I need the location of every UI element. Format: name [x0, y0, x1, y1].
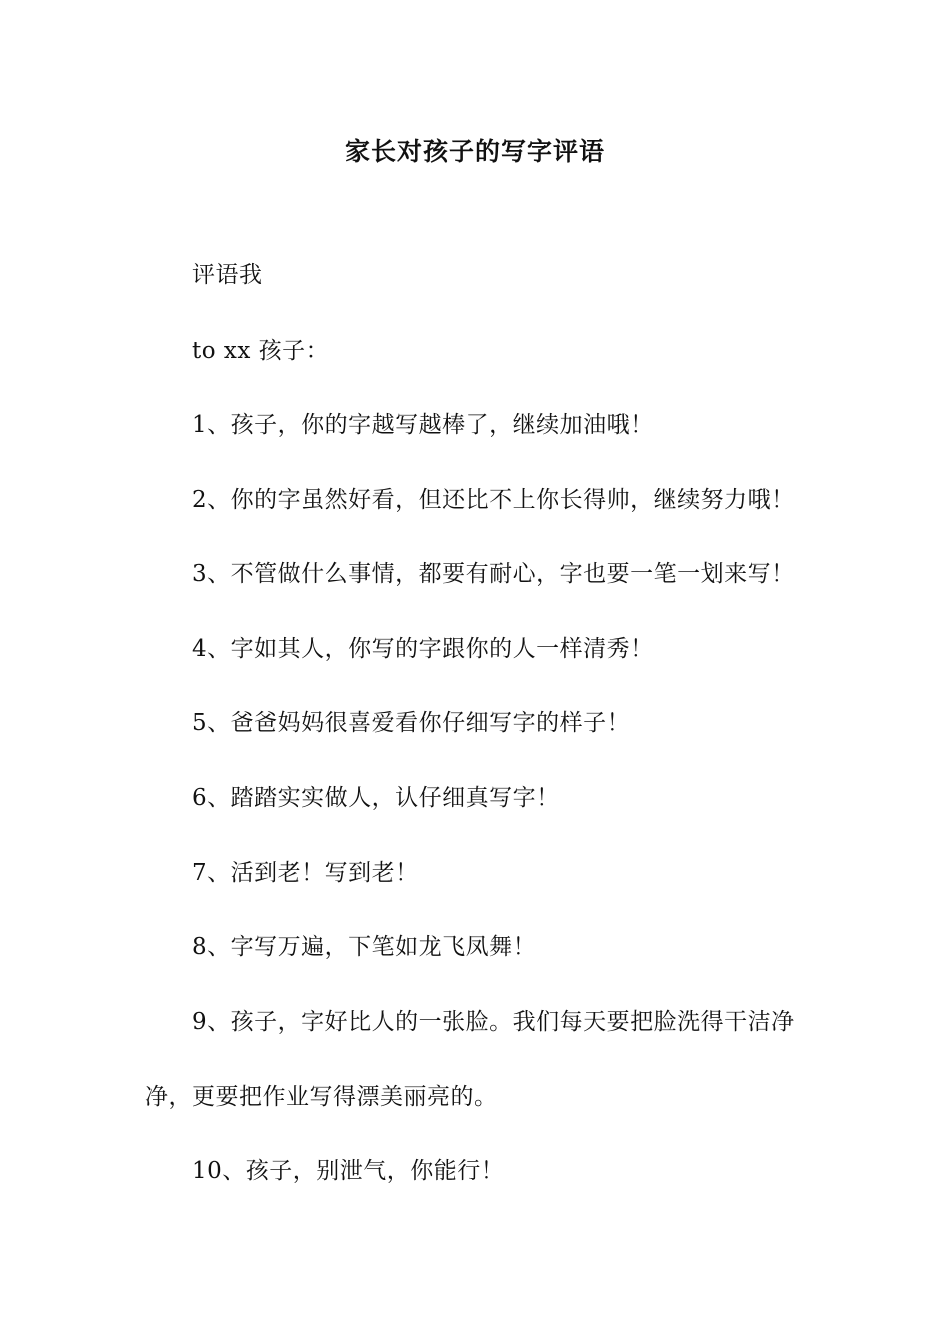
paragraph-heading: 评语我 — [192, 262, 263, 288]
paragraph-salutation: to xx 孩子： — [192, 338, 330, 364]
comment-item-10: 10、孩子，别泄气，你能行！ — [192, 1158, 505, 1184]
comment-item-1: 1、孩子，你的字越写越棒了，继续加油哦！ — [192, 412, 654, 438]
document-title: 家长对孩子的写字评语 — [344, 137, 605, 166]
comment-item-5: 5、爸爸妈妈很喜爱看你仔细写字的样子！ — [192, 710, 631, 736]
comment-item-9-line-1: 9、孩子，字好比人的一张脸。我们每天要把脸洗得干洁净 — [192, 1009, 795, 1035]
comment-item-2: 2、你的字虽然好看，但还比不上你长得帅，继续努力哦！ — [192, 487, 795, 513]
comment-item-8: 8、字写万遍，下笔如龙飞凤舞！ — [192, 934, 537, 960]
comment-item-6: 6、踏踏实实做人，认仔细真写字！ — [192, 785, 560, 811]
comment-item-9-line-2: 净，更要把作业写得漂美丽亮的。 — [145, 1084, 498, 1110]
comment-item-4: 4、字如其人，你写的字跟你的人一样清秀！ — [192, 636, 654, 662]
comment-item-3: 3、不管做什么事情，都要有耐心，字也要一笔一划来写！ — [192, 561, 795, 587]
comment-item-7: 7、活到老！写到老！ — [192, 860, 419, 886]
